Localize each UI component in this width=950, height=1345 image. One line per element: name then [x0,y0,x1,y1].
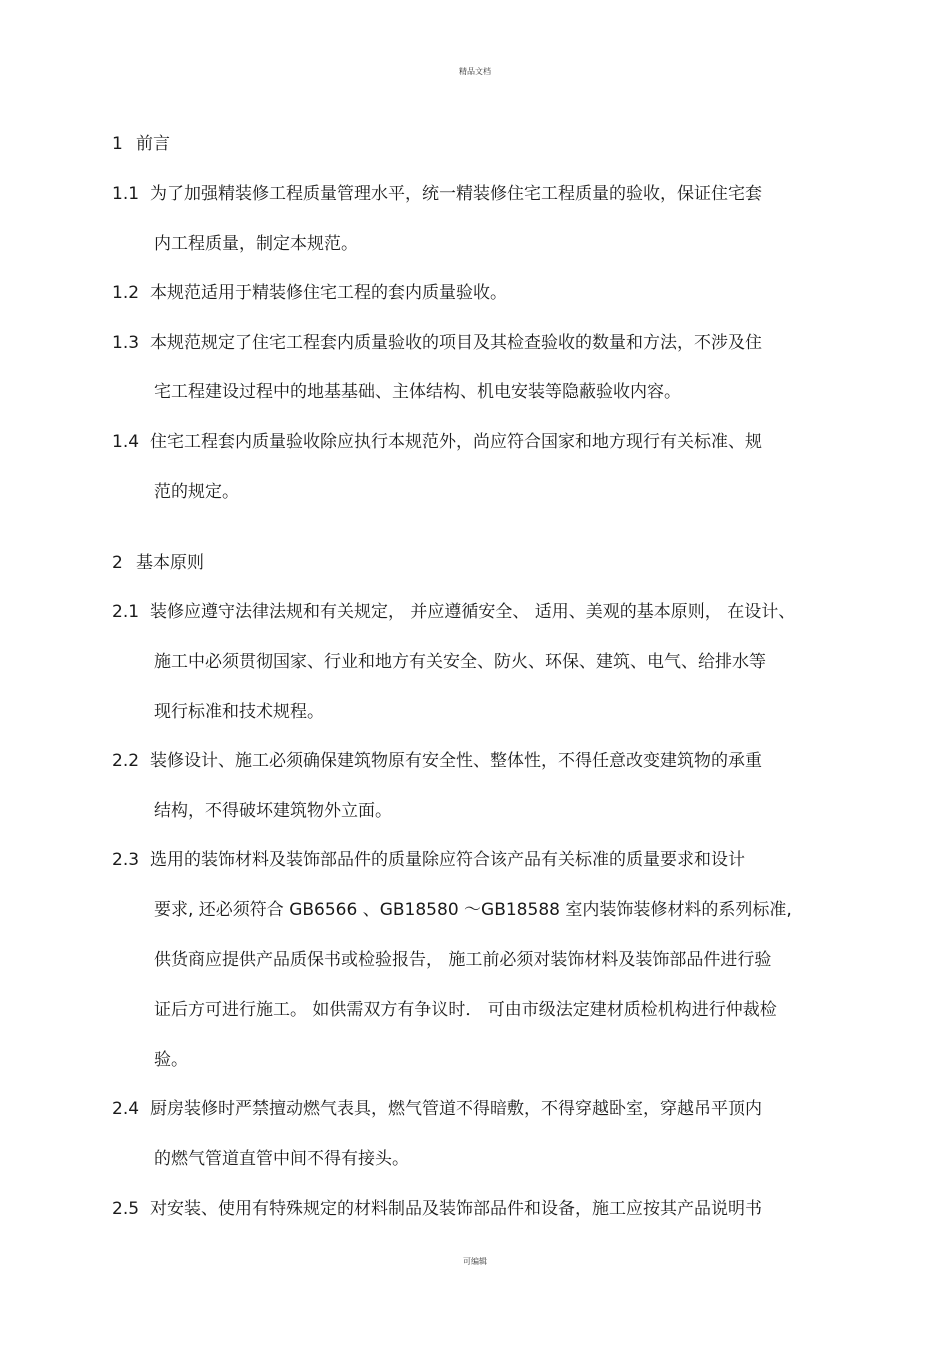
clause-number: 2.2 [112,751,140,771]
clause-number: 2.1 [112,602,140,622]
clause-1-1-cont [154,233,358,255]
clause-2-4-cont [154,1148,409,1170]
section-title: 基本原则 [136,553,204,573]
clause-2-1-cont-1 [154,651,766,673]
clause-1-4-cont [154,481,239,503]
clause-text: 验。 [154,1050,188,1070]
clause-2-3-cont-3 [154,999,777,1021]
clause-text: 本规范适用于精装修住宅工程的套内质量验收。 [150,283,507,303]
section-heading-1 [112,133,170,155]
clause-1-3-cont [154,381,681,403]
section-number: 2 [112,553,123,573]
clause-number: 1.3 [112,333,140,353]
clause-1-3 [112,332,762,354]
clause-text: 装修应遵守法律法规和有关规定， 并应遵循安全、 适用、美观的基本原则， 在设计、 [150,602,796,622]
clause-text: 要求, 还必须符合 GB6566 、GB18580 ～GB18588 室内装饰装修材料的系列标准, [154,900,792,920]
clause-2-3-cont-1 [154,899,792,921]
clause-2-5 [112,1198,762,1220]
clause-text: 施工中必须贯彻国家、行业和地方有关安全、防火、环保、建筑、电气、给排水等 [154,652,766,672]
clause-text: 现行标准和技术规程。 [154,702,324,722]
clause-text: 住宅工程套内质量验收除应执行本规范外，尚应符合国家和地方现行有关标准、规 [150,432,762,452]
clause-text: 为了加强精装修工程质量管理水平，统一精装修住宅工程质量的验收，保证住宅套 [150,184,762,204]
clause-text: 本规范规定了住宅工程套内质量验收的项目及其检查验收的数量和方法，不涉及住 [150,333,762,353]
clause-text: 证后方可进行施工。 如供需双方有争议时． 可由市级法定建材质检机构进行仲裁检 [154,1000,777,1020]
clause-1-4 [112,431,762,453]
clause-2-2-cont [154,800,392,822]
clause-2-4 [112,1098,762,1120]
clause-text: 结构，不得破坏建筑物外立面。 [154,801,392,821]
clause-number: 2.3 [112,850,140,870]
clause-number: 1.1 [112,184,140,204]
section-title: 前言 [136,134,170,154]
clause-2-2 [112,750,762,772]
clause-text: 供货商应提供产品质保书或检验报告， 施工前必须对装饰材料及装饰部品件进行验 [154,950,772,970]
clause-2-1-cont-2 [154,701,324,723]
clause-1-2 [112,282,507,304]
clause-2-3-cont-2 [154,949,771,971]
clause-text: 对安装、使用有特殊规定的材料制品及装饰部品件和设备，施工应按其产品说明书 [150,1199,762,1219]
clause-number: 2.5 [112,1199,140,1219]
section-heading-2 [112,552,204,574]
clause-number: 1.4 [112,432,140,452]
clause-text: 厨房装修时严禁擅动燃气表具，燃气管道不得暗敷，不得穿越卧室，穿越吊平顶内 [150,1099,762,1119]
section-number: 1 [112,134,123,154]
clause-1-1 [112,183,762,205]
clause-text: 的燃气管道直管中间不得有接头。 [154,1149,409,1169]
page-header: 精品文档 [459,67,491,76]
clause-text: 宅工程建设过程中的地基基础、主体结构、机电安装等隐蔽验收内容。 [154,382,681,402]
clause-2-3 [112,849,745,871]
clause-number: 1.2 [112,283,140,303]
clause-2-3-cont-4 [154,1049,188,1071]
page-footer: 可编辑 [463,1257,487,1266]
clause-text: 范的规定。 [154,482,239,502]
clause-2-1 [112,601,795,623]
clause-text: 装修设计、施工必须确保建筑物原有安全性、整体性，不得任意改变建筑物的承重 [150,751,762,771]
clause-number: 2.4 [112,1099,140,1119]
clause-text: 内工程质量，制定本规范。 [154,234,358,254]
clause-text: 选用的装饰材料及装饰部品件的质量除应符合该产品有关标准的质量要求和设计 [150,850,745,870]
